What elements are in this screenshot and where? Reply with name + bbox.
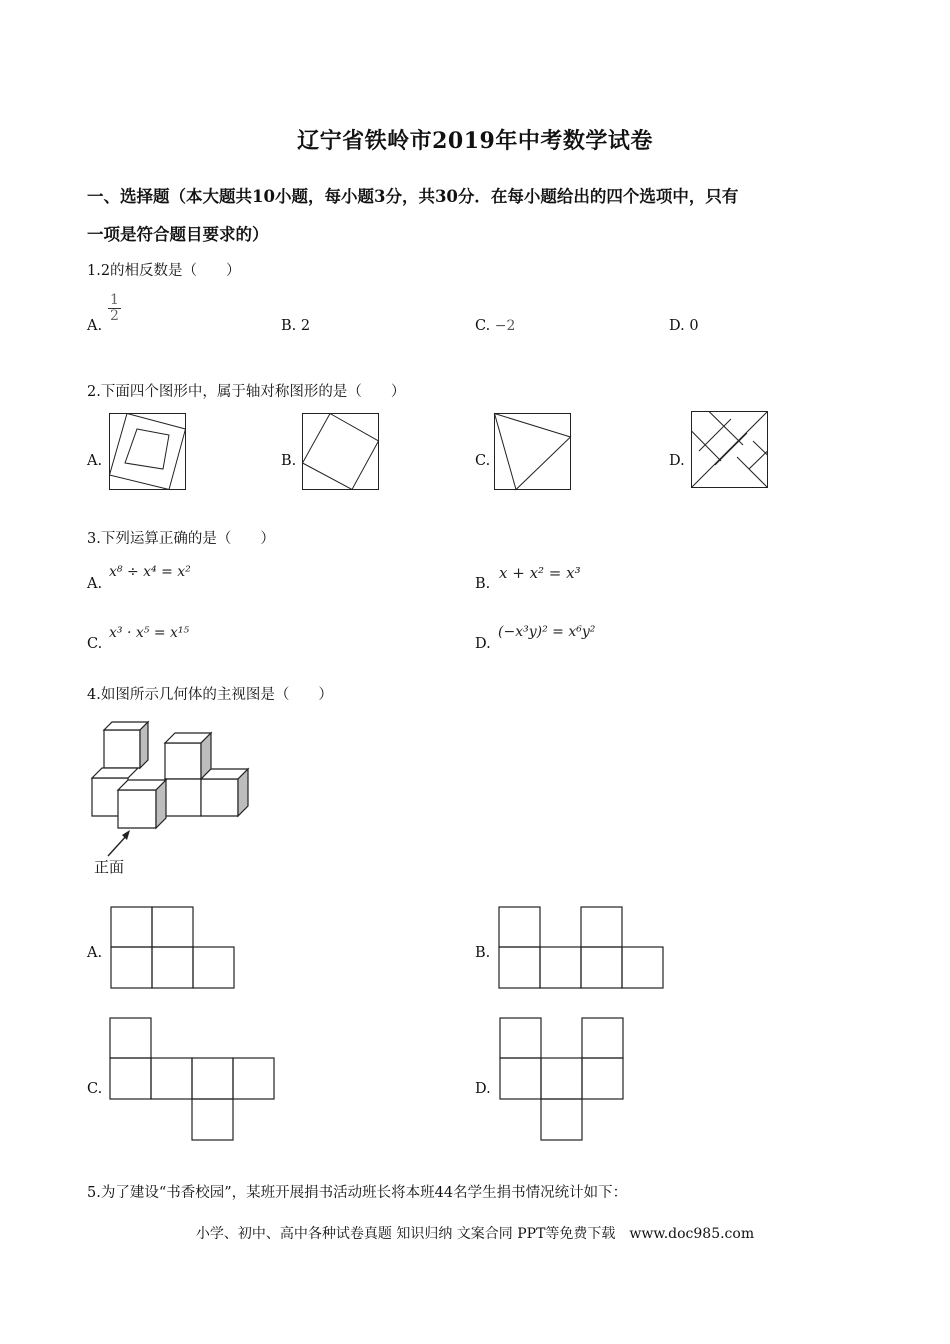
- q1-option-c-value: −2: [494, 318, 516, 334]
- page-title: 辽宁省铁岭市2019年中考数学试卷: [297, 128, 653, 154]
- page-footer: 小学、初中、高中各种试卷真题 知识归纳 文案合同 PPT等免费下载 www.doc985.com: [195, 1226, 755, 1242]
- q1-option-d-value: 0: [689, 318, 699, 334]
- q1-option-d-label: D.: [669, 318, 685, 334]
- q4-option-c-label: C.: [87, 1081, 103, 1097]
- q1-option-b: [281, 318, 310, 334]
- q2-option-a-label: A.: [87, 453, 103, 469]
- section-heading-line2: 一项是符合题目要求的）: [87, 225, 269, 244]
- q1-option-a-numerator: 1: [110, 292, 119, 308]
- question-1-stem: 1.2的相反数是（ ）: [87, 263, 241, 279]
- q4-option-b-label: B.: [475, 945, 491, 961]
- q2-option-b-label: B.: [281, 453, 297, 469]
- q4-option-c-figure: [109, 1017, 276, 1142]
- section-heading-line1: 一、选择题（本大题共10小题，每小题3分，共30分．在每小题给出的四个选项中，只有: [87, 187, 739, 206]
- q1-option-b-label: B.: [281, 318, 297, 334]
- q4-option-b-figure: [498, 906, 665, 990]
- q2-option-d-figure: [691, 411, 769, 489]
- q3-option-b-expr: x + x² = x³: [499, 564, 581, 582]
- q4-option-a-label: A.: [87, 945, 103, 961]
- question-3-stem: 3.下列运算正确的是（ ）: [87, 531, 275, 547]
- q1-option-a-label: A.: [87, 318, 103, 334]
- q3-option-c-label: C.: [87, 636, 103, 652]
- q1-option-c-label: C.: [475, 318, 491, 334]
- q3-option-a-label: A.: [87, 576, 103, 592]
- q4-solid-figure: [88, 716, 258, 836]
- q3-option-b-label: B.: [475, 576, 491, 592]
- q4-option-d-label: D.: [475, 1081, 491, 1097]
- q2-option-c-label: C.: [475, 453, 491, 469]
- q1-option-a-fraction: [108, 293, 121, 325]
- q2-option-b-figure: [302, 413, 380, 491]
- q1-option-a-denominator: 2: [110, 308, 119, 325]
- q3-option-c-expr: x³ · x⁵ = x¹⁵: [109, 625, 190, 641]
- question-5-stem: 5.为了建设“书香校园”，某班开展捐书活动班长将本班44名学生捐书情况统计如下：: [87, 1185, 628, 1201]
- question-2-stem: 2.下面四个图形中，属于轴对称图形的是（ ）: [87, 384, 406, 400]
- q3-option-d-expr: (−x³y)² = x⁶y²: [498, 624, 596, 640]
- q2-option-c-figure: [494, 413, 572, 491]
- q3-option-d-label: D.: [475, 636, 491, 652]
- q2-option-d-label: D.: [669, 453, 685, 469]
- q1-option-c: [475, 318, 515, 334]
- q4-option-d-figure: [499, 1017, 625, 1142]
- q1-option-d: [669, 318, 699, 334]
- q2-option-a-figure: [109, 413, 187, 491]
- q4-option-a-figure: [110, 906, 236, 990]
- question-4-stem: 4.如图所示几何体的主视图是（ ）: [87, 687, 333, 703]
- q1-option-b-value: 2: [300, 318, 311, 334]
- q4-front-label: 正面: [94, 858, 125, 876]
- q3-option-a-expr: x⁸ ÷ x⁴ = x²: [109, 564, 191, 580]
